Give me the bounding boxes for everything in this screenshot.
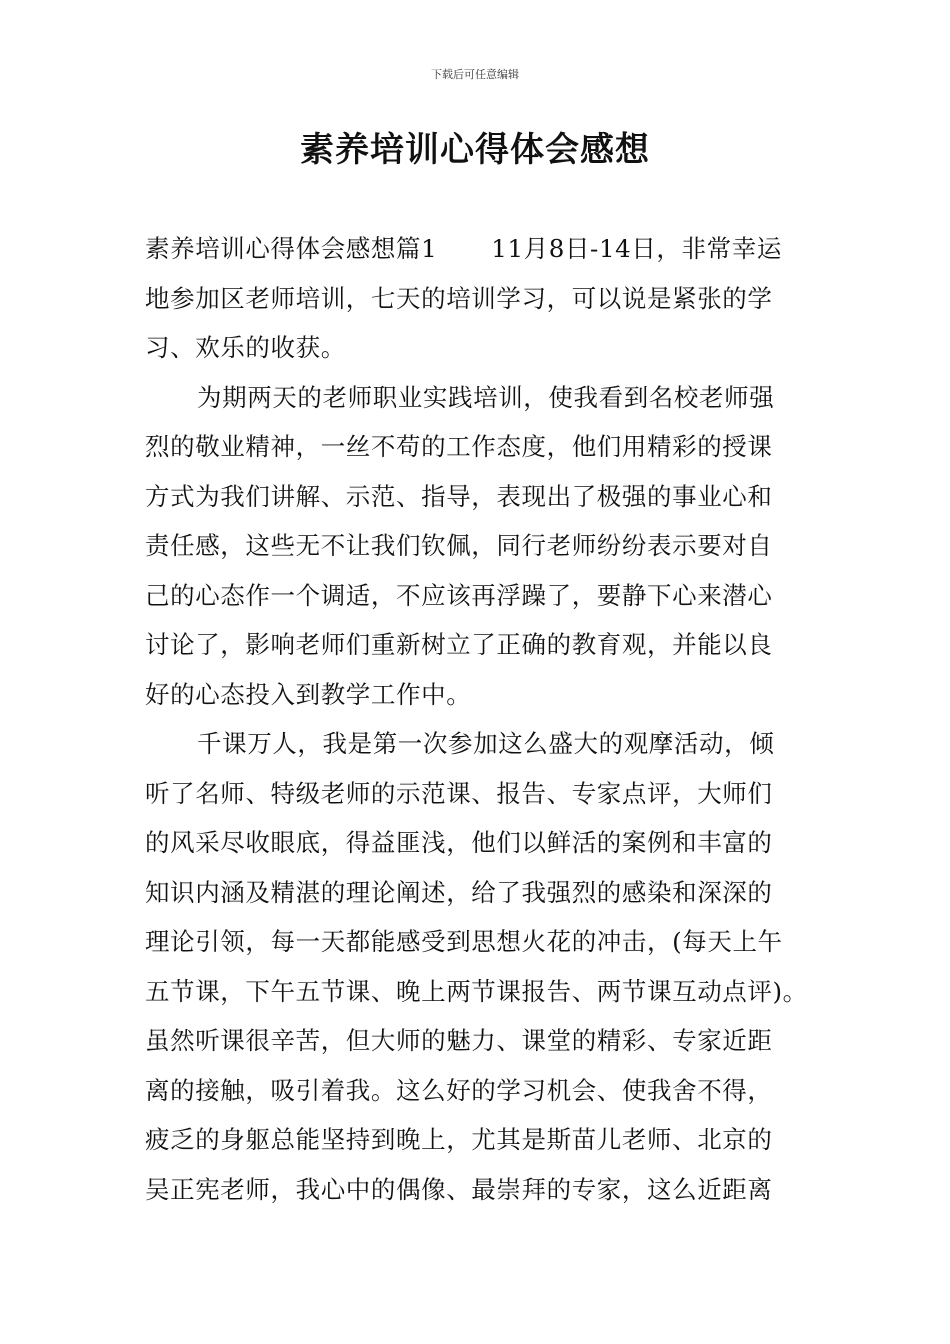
text-line: 烈的敬业精神，一丝不苟的工作态度，他们用精彩的授课: [145, 432, 773, 461]
text-line: 吴正宪老师，我心中的偶像、最崇拜的专家，这么近距离: [145, 1174, 773, 1204]
text-line: 五节课，下午五节课、晚上两节课报告、两节课互动点评)。: [145, 976, 808, 1006]
text-span: 11月8日-14日，非常幸运: [491, 234, 782, 263]
text-line: [145, 224, 845, 274]
text-line: 知识内涵及精湛的理论阐述，给了我强烈的感染和深深的: [145, 877, 773, 907]
text-line: 讨论了，影响老师们重新树立了正确的教育观，并能以良: [145, 630, 773, 659]
text-line: 好的心态投入到教学工作中。: [145, 679, 472, 709]
document-title: 素养培训心得体会感想: [300, 130, 650, 170]
text-line: 虽然听课很辛苦，但大师的魅力、课堂的精彩、专家近距: [145, 1026, 773, 1055]
paragraph-first-line: 为期两天的老师职业实践培训，使我看到名校老师强: [197, 382, 775, 412]
paragraph-first-line: 千课万人，我是第一次参加这么盛大的观摩活动，倾: [197, 729, 775, 758]
text-line: 地参加区老师培训，七天的培训学习，可以说是紧张的学: [145, 283, 773, 313]
header-note: 下载后可任意编辑: [431, 68, 519, 81]
document-body: [145, 224, 845, 1214]
text-line: 理论引领，每一天都能感受到思想火花的冲击，(每天上午: [145, 927, 783, 956]
text-line: 方式为我们讲解、示范、指导，表现出了极强的事业心和: [145, 481, 773, 511]
text-line: 听了名师、特级老师的示范课、报告、专家点评，大师们: [145, 778, 773, 808]
text-line: 离的接触，吸引着我。这么好的学习机会、使我舍不得，: [145, 1075, 773, 1105]
text-line: 责任感，这些无不让我们钦佩，同行老师纷纷表示要对自: [145, 531, 773, 560]
text-line: 习、欢乐的收获。: [145, 333, 346, 362]
section-heading: 素养培训心得体会感想篇1: [145, 234, 438, 263]
text-line: 己的心态作一个调适，不应该再浮躁了，要静下心来潜心: [145, 580, 773, 610]
text-line: 疲乏的身躯总能坚持到晚上，尤其是斯苗儿老师、北京的: [145, 1125, 773, 1154]
text-line: 的风采尽收眼底，得益匪浅，他们以鲜活的案例和丰富的: [145, 828, 773, 857]
